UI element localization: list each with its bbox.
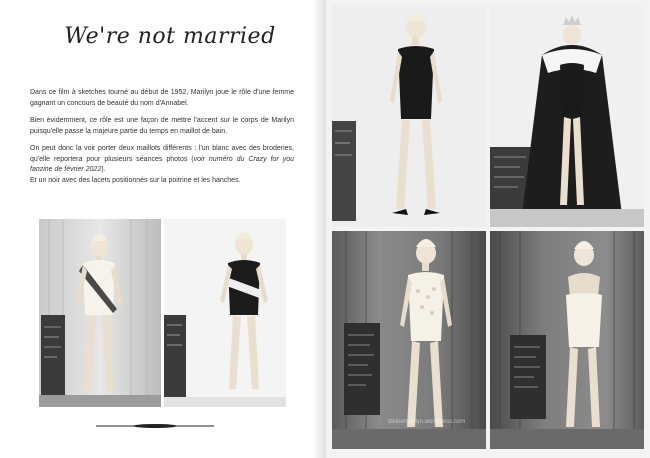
- paragraph-3-reference: voir numéro du Crazy for you fanzine de février 2022: [30, 155, 294, 173]
- paragraph-3: [30, 144, 294, 176]
- paragraph-3-text: On peut donc la voir porter deux maillots différents : l'un blanc avec des broderies, qu'elle reportera pour plusieurs séances photos (: [30, 145, 294, 163]
- photo-white-swimsuit-sash: [39, 219, 161, 407]
- paragraph-3-end: ).: [101, 166, 106, 173]
- photo-black-swimsuit-sash: [164, 219, 286, 407]
- photo-white-swimsuit-back: [490, 231, 644, 449]
- decorative-divider: [96, 422, 214, 430]
- photo-white-swimsuit-front: [332, 231, 486, 449]
- right-page: [326, 0, 650, 458]
- paragraph-1: Dans ce film à sketches tourné au début de 1952, Marilyn joue le rôle d'une femme gagnant un concours de beauté du nom d'Annabel.: [30, 89, 294, 107]
- paragraph-4: Et un noir avec des lacets positionnés sur la poitrine et les hanches.: [30, 176, 241, 184]
- watermark: divinemarilyn.wordpress.com: [388, 419, 466, 425]
- photo-black-swimsuit-standing: [332, 5, 486, 227]
- photo-crown-cape: [490, 5, 644, 227]
- paragraph-2: Bien évidemment, ce rôle est une façon de mettre l'accent sur le corps de Marilyn puisqu'elle passe la majeure partie du temps en maillot de bain.: [30, 117, 294, 135]
- article-body: [30, 88, 294, 193]
- page-title: We're not married: [64, 24, 276, 49]
